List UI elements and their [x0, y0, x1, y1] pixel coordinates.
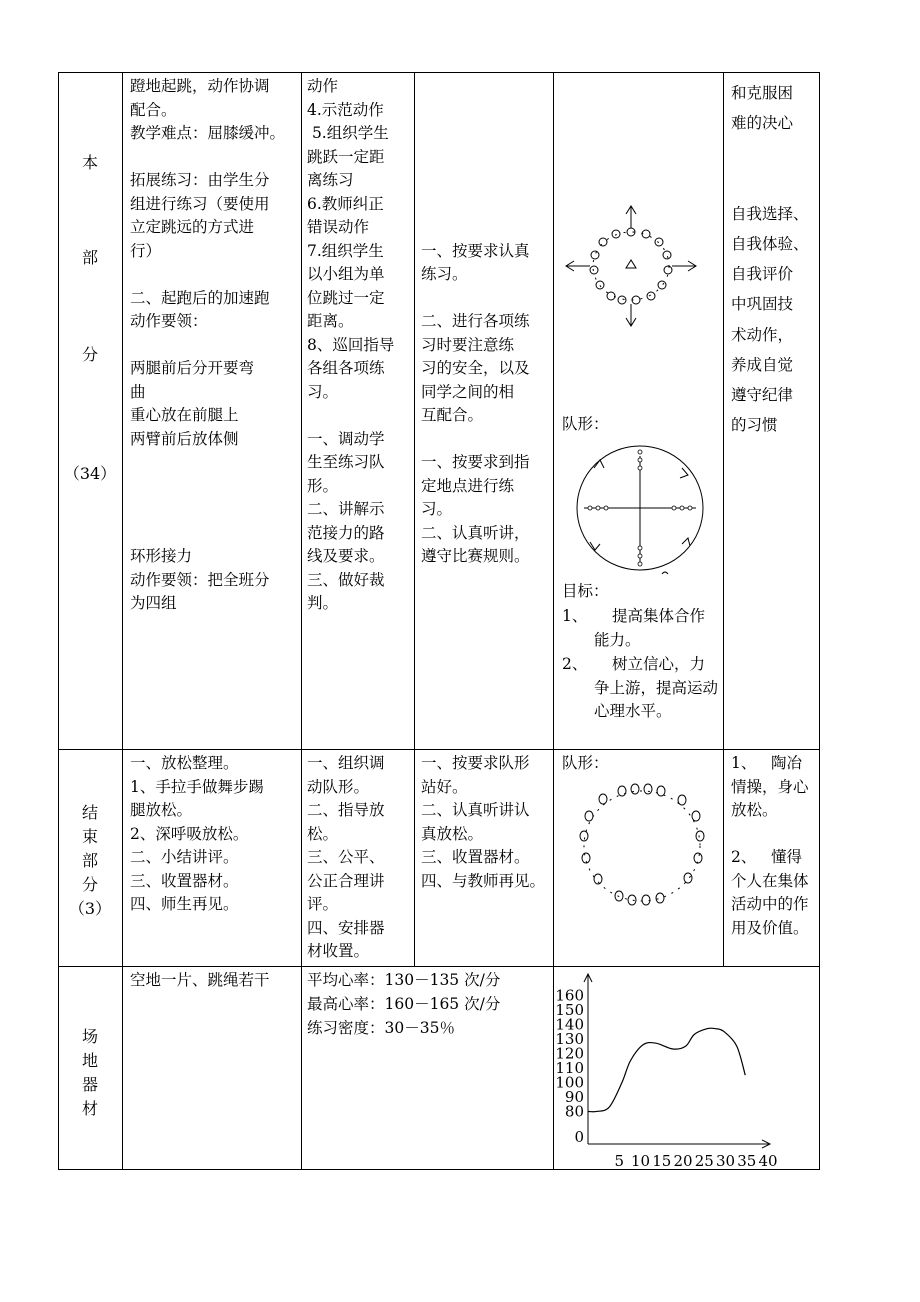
- chart-y-tick-label: 130: [555, 1029, 584, 1048]
- section-label-end-3: 部: [81, 851, 98, 870]
- main-content-text: 蹬地起跳，动作协调 配合。 教学难点：屈膝缓冲。 拓展练习：由学生分 组进行练习（要使用 立定跳远的方式进 行） 二、起跑后的加速跑 动作要领： 两腿前后分开要弯 曲 重心放在前腿上 两臂前后放体侧 环形接力 动作要领：把全班分 为四组: [130, 77, 286, 612]
- chart-y-tick-label: 80: [564, 1102, 584, 1121]
- end-student-text: 一、按要求队形 站好。 二、认真听讲认 真放松。 三、收置器材。 四、与教师再见。: [421, 754, 546, 890]
- row-divider-end: [58, 749, 820, 750]
- table-left-border: [58, 72, 59, 1170]
- section-label-main-1: 本: [81, 153, 98, 172]
- chart-y-tick-label: 90: [564, 1087, 584, 1106]
- table-bottom-border: [58, 1169, 820, 1170]
- section-label-end-1: 结: [81, 803, 98, 822]
- main-goal-1-num: 1、: [562, 607, 588, 625]
- col-divider-student: [414, 72, 415, 967]
- main-purpose-text: 和克服困 难的决心 自我选择、 自我体验、 自我评价 中巩固技 术动作， 养成自觉 遵守纪律 的习惯: [731, 84, 809, 435]
- main-goal-2-num: 2、: [562, 655, 588, 673]
- chart-x-tick-label: 40: [758, 1152, 778, 1169]
- end-purpose-2-num: 2、: [731, 848, 757, 866]
- chart-x-tick-label: 35: [737, 1152, 757, 1169]
- end-teacher-text: 一、组织调 动队形。 二、指导放 松。 三、公平、 公正合理讲 评。 四、安排器 材收置。: [307, 754, 385, 960]
- chart-x-tick-label: 30: [715, 1152, 736, 1169]
- row-divider-venue: [58, 966, 820, 967]
- venue-content-text: 空地一片、跳绳若干: [130, 971, 270, 989]
- section-minutes-end: （3）: [68, 899, 112, 918]
- section-label-venue-3: 器: [81, 1075, 98, 1094]
- main-formation-label: 队形：: [562, 415, 609, 433]
- chart-y-tick-label: 140: [555, 1015, 584, 1034]
- section-label-end-2: 束: [81, 827, 98, 846]
- main-teacher-text: 动作 4.示范动作 5.组织学生 跳跃一定距 离练习 6.教师纠正 错误动作 7.组织学生 以小组为单 位跳过一定 距离。 8、巡回指导 各组各项练 习。 一、调动学 生至练习队 形。 二、讲解示 范接力的路 线及要求。 三、做好裁 判。: [307, 77, 395, 612]
- venue-stat-2: 最高心率：160－165 次/分: [307, 995, 501, 1013]
- section-label-venue-1: 场: [81, 1027, 98, 1046]
- table-top-border: [58, 72, 820, 73]
- chart-x-tick-label: 15: [652, 1152, 672, 1169]
- chart-y-tick-label: 160: [555, 986, 584, 1005]
- col-divider-purpose: [723, 72, 724, 967]
- venue-stat-1: 平均心率：130－135 次/分: [307, 971, 501, 989]
- table-right-border: [819, 72, 820, 1170]
- formation-ring-diagram: [556, 200, 721, 335]
- end-content-text: 一、放松整理。 1、手拉手做舞步踢 腿放松。 2、深呼吸放松。 二、小结讲评。 三、收置器材。 四、师生再见。: [130, 754, 264, 913]
- section-label-main-3: 分: [81, 345, 98, 364]
- venue-stat-3: 练习密度：30－35％: [307, 1019, 455, 1037]
- end-formation-circle-diagram: [570, 774, 715, 914]
- chart-y-tick-label: 110: [555, 1058, 584, 1077]
- chart-y-tick-label: 120: [555, 1044, 584, 1063]
- section-label-main-2: 部: [81, 248, 98, 267]
- chart-y-tick-label: 100: [555, 1073, 584, 1092]
- chart-series-heart-rate-line: [588, 1028, 745, 1112]
- main-student-text: 一、按要求认真 练习。 二、进行各项练 习时要注意练 习的安全，以及 同学之间的相 互配合。 一、按要求到指 定地点进行练 习。 二、认真听讲， 遵守比赛规则。: [421, 241, 530, 565]
- section-label-venue-2: 地: [81, 1051, 98, 1070]
- section-label-end-4: 分: [81, 875, 98, 894]
- heart-rate-chart: [554, 968, 819, 1169]
- formation-cross-diagram: [570, 440, 715, 580]
- chart-y-tick-label: 0: [574, 1128, 584, 1146]
- section-minutes-main: （34）: [63, 464, 117, 483]
- end-purpose-1-text: 陶冶情操，身心放松。: [731, 754, 809, 819]
- end-purpose-2-text: 懂得个人在集体活动中的作用及价值。: [731, 848, 809, 937]
- chart-x-tick-label: 25: [694, 1152, 714, 1169]
- main-goal-2-text: 树立信心，力争上游，提高运动心理水平。: [594, 655, 719, 720]
- chart-y-tick-label: 150: [555, 1000, 584, 1019]
- chart-x-tick-label: 5: [614, 1152, 625, 1169]
- chart-x-tick-label: 20: [673, 1152, 693, 1169]
- section-label-venue-4: 材: [81, 1099, 98, 1118]
- col-divider-content: [122, 72, 123, 1170]
- chart-x-tick-label: 10: [630, 1152, 651, 1169]
- col-divider-teacher: [301, 72, 302, 1170]
- main-goal-1-text: 提高集体合作能力。: [594, 607, 706, 649]
- main-goal-title: 目标：: [562, 582, 609, 600]
- end-formation-label: 队形：: [562, 754, 609, 772]
- end-purpose-1-num: 1、: [731, 754, 757, 772]
